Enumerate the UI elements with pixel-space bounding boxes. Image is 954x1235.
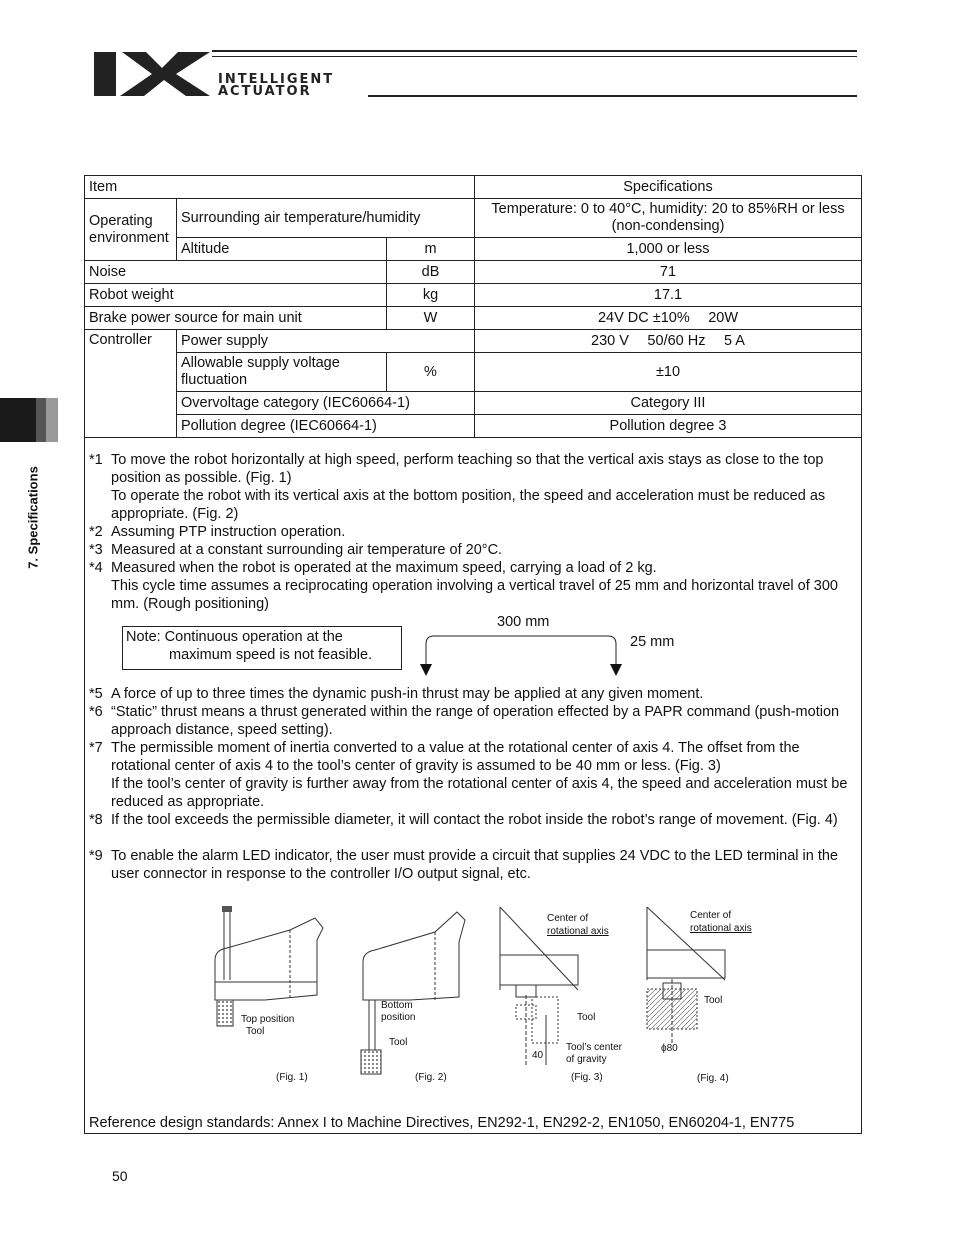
fig4-tool-label: Tool	[704, 995, 723, 1006]
note-text: To enable the alarm LED indicator, the user must provide a circuit that supplies 24 VDC to the LED terminal in the user connector in response to the controller I/O output signal, etc.	[111, 848, 838, 882]
fig2-robot-bottom-drawing	[355, 902, 475, 1082]
fig3-caption: (Fig. 3)	[571, 1072, 603, 1083]
row-unit: m	[387, 238, 475, 261]
note-num: *1	[89, 452, 103, 468]
motion-path-diagram	[416, 632, 626, 680]
row-unit: %	[387, 353, 475, 392]
row-value: ±10	[475, 353, 862, 392]
ix-logo-icon	[92, 48, 212, 98]
row-unit: dB	[387, 261, 475, 284]
row-value: 71	[475, 261, 862, 284]
horizontal-travel-label: 300 mm	[497, 614, 550, 630]
note-num: *7	[89, 740, 103, 756]
note-text: To operate the robot with its vertical axis at the bottom position, the speed and acceleration must be reduced as appropriate. (Fig. 2)	[111, 488, 826, 522]
fig2-tool-label: Tool	[389, 1037, 408, 1048]
header-rule-top	[212, 50, 857, 52]
fig4-center-label-1: Center of	[690, 910, 732, 921]
spec-table	[84, 175, 862, 438]
table-row	[85, 284, 862, 307]
table-header-row	[85, 176, 862, 199]
fig2-caption: (Fig. 2)	[415, 1072, 447, 1083]
fig1-top-position-label: Top position	[241, 1014, 295, 1025]
note-num: *2	[89, 524, 103, 540]
side-tab-text: 7. Specifications	[25, 466, 41, 569]
note-text: Measured when the robot is operated at the maximum speed, carrying a load of 2 kg.	[111, 560, 657, 576]
note-num: *4	[89, 560, 103, 576]
note-text: If the tool’s center of gravity is further away from the rotational center of axis 4, the speed and acceleration must be reduced as appropriate.	[111, 776, 848, 810]
side-tab-block	[0, 398, 58, 442]
note-text: Measured at a constant surrounding air temperature of 20°C.	[111, 542, 503, 558]
fig2-bottom-label-2: position	[381, 1012, 416, 1023]
row-label: Pollution degree (IEC60664-1)	[177, 415, 475, 438]
fig4-center-label-2: rotational axis	[690, 923, 752, 934]
reference-standards: Reference design standards: Annex I to Machine Directives, EN292-1, EN292-2, EN1050, EN60204-1, EN775	[89, 1115, 795, 1131]
row-label: Noise	[85, 261, 387, 284]
table-row	[85, 261, 862, 284]
row-label: Controller	[85, 330, 177, 438]
fig3-dim-40: 40	[532, 1050, 544, 1061]
note-num: *9	[89, 848, 103, 864]
row-value: 1,000 or less	[475, 238, 862, 261]
table-row	[85, 199, 862, 238]
fig3-center-label-1: Center of	[547, 913, 589, 924]
note-num: *3	[89, 542, 103, 558]
row-value: Category III	[475, 392, 862, 415]
header-rule-bottom	[368, 95, 857, 97]
table-row	[85, 238, 862, 261]
note-text: Assuming PTP instruction operation.	[111, 524, 346, 540]
row-value: 24V DC ±10% 20W	[475, 307, 862, 330]
logo-line1: INTELLIGENT	[218, 72, 335, 87]
row-value: 230 V 50/60 Hz 5 A	[475, 330, 862, 353]
table-row	[85, 353, 862, 392]
header-rule-mid	[212, 56, 857, 57]
row-label: Robot weight	[85, 284, 387, 307]
note-box-line2: maximum speed is not feasible.	[169, 647, 373, 663]
row-label: Altitude	[177, 238, 387, 261]
note-text: “Static” thrust means a thrust generated within the range of operation effected by a PAPR command (push-motion approach distance, speed setting).	[111, 704, 840, 738]
table-row	[85, 307, 862, 330]
fig2-bottom-label-1: Bottom	[381, 1000, 413, 1011]
row-label: Brake power source for main unit	[85, 307, 387, 330]
row-value: Pollution degree 3	[475, 415, 862, 438]
note-num: *6	[89, 704, 103, 720]
row-label: Power supply	[177, 330, 475, 353]
max-speed-note-box	[122, 626, 402, 670]
logo-line2: ACTUATOR	[218, 84, 312, 99]
note-num: *5	[89, 686, 103, 702]
fig3-cog-label-2: of gravity	[566, 1054, 607, 1065]
note-box-line1: Note: Continuous operation at the	[126, 629, 343, 645]
row-label: Surrounding air temperature/humidity	[177, 199, 475, 238]
fig3-tool-label: Tool	[577, 1012, 596, 1023]
side-tab-label	[8, 460, 48, 590]
header-item: Item	[85, 176, 475, 199]
note-text: If the tool exceeds the permissible diameter, it will contact the robot inside the robot’s range of movement. (Fig. 4)	[111, 812, 838, 828]
row-label: Operating environment	[85, 199, 177, 261]
table-row	[85, 330, 862, 353]
row-value: Temperature: 0 to 40°C, humidity: 20 to 85%RH or less (non-condensing)	[475, 199, 862, 238]
row-label: Overvoltage category (IEC60664-1)	[177, 392, 475, 415]
fig1-tool-label: Tool	[246, 1026, 265, 1037]
fig4-caption: (Fig. 4)	[697, 1073, 729, 1084]
header-spec: Specifications	[475, 176, 862, 199]
fig1-caption: (Fig. 1)	[276, 1072, 308, 1083]
row-label: Allowable supply voltage fluctuation	[177, 353, 387, 392]
vertical-travel-label: 25 mm	[630, 634, 675, 650]
row-value: 17.1	[475, 284, 862, 307]
row-unit: kg	[387, 284, 475, 307]
note-text: The permissible moment of inertia converted to a value at the rotational center of axis 4. The offset from the rotational center of axis 4 to the tool’s center of gravity is assumed to be 40 mm or less. (Fig. 3)	[111, 740, 800, 774]
note-text: This cycle time assumes a reciprocating operation involving a vertical travel of 25 mm and horizontal travel of 300 mm. (Rough positioning)	[111, 578, 838, 612]
note-text: A force of up to three times the dynamic push-in thrust may be applied at any given moment.	[111, 686, 704, 702]
logo-wordmark	[218, 74, 334, 98]
page-number: 50	[112, 1168, 128, 1184]
fig3-cog-label-1: Tool’s center	[566, 1042, 622, 1053]
note-num: *8	[89, 812, 103, 828]
fig4-dim-80: ϕ80	[661, 1043, 678, 1054]
table-row	[85, 392, 862, 415]
note-text: To move the robot horizontally at high speed, perform teaching so that the vertical axis stays as close to the top position as possible. (Fig. 1)	[111, 452, 824, 486]
row-unit: W	[387, 307, 475, 330]
fig3-center-label-2: rotational axis	[547, 926, 609, 937]
